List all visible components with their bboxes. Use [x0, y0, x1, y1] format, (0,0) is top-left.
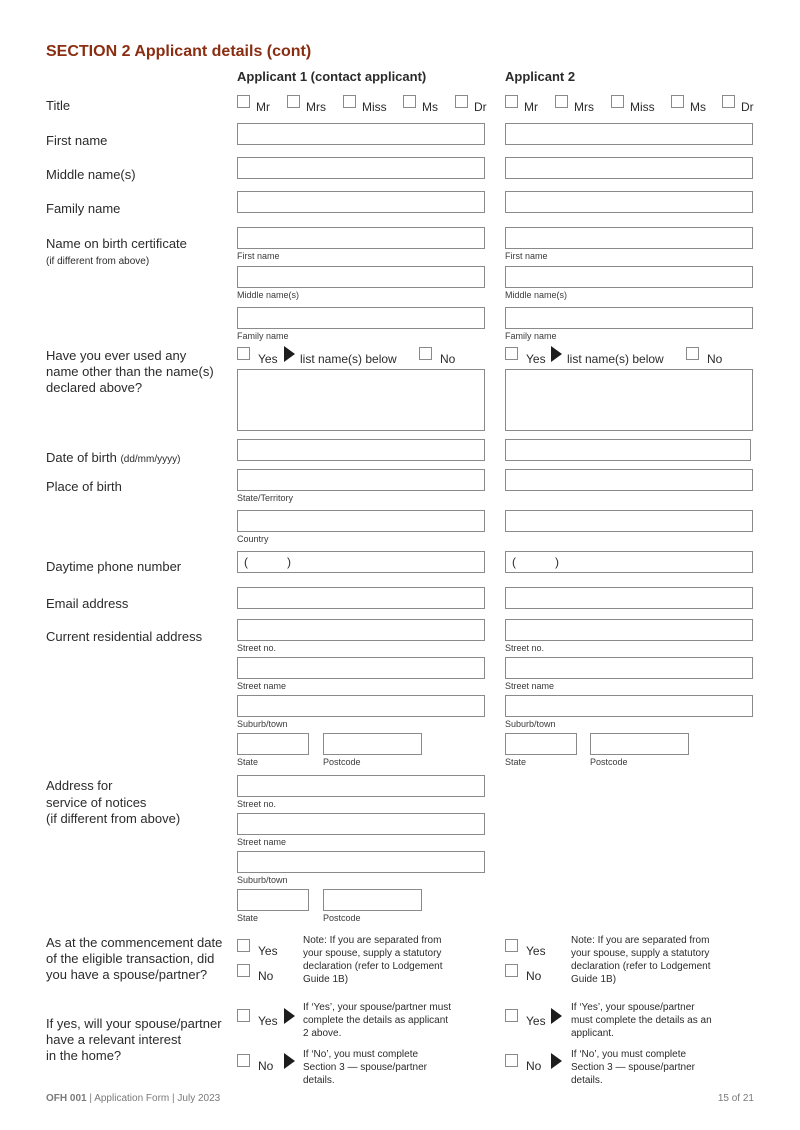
- notice-label-1: Address for: [46, 778, 113, 793]
- a1-interest-no-label: No: [258, 1059, 274, 1073]
- a1-notice-postcode-input[interactable]: [323, 889, 422, 911]
- a2-other-names-no-label: No: [707, 352, 723, 366]
- a1-separated-note-line-3: declaration (refer to Lodgement: [303, 961, 443, 972]
- a1-phone-input[interactable]: [237, 551, 485, 573]
- a2-separated-note: [571, 934, 711, 986]
- a2-interest-yes-checkbox[interactable]: [505, 1009, 518, 1022]
- applicant-1-heading: Applicant 1 (contact applicant): [237, 69, 427, 84]
- a1-title-dr-label: Dr: [474, 100, 487, 114]
- a1-bc-first-name-caption: First name: [237, 251, 280, 261]
- a2-spouse-no-checkbox[interactable]: [505, 964, 518, 977]
- a2-title-ms-label: Ms: [690, 100, 706, 114]
- a2-title-mrs-label: Mrs: [574, 100, 594, 114]
- a1-notice-suburb-caption: Suburb/town: [237, 875, 288, 885]
- a1-title-mrs-label: Mrs: [306, 100, 326, 114]
- a2-res-suburb-input[interactable]: [505, 695, 753, 717]
- a1-phone-paren-close: ): [287, 555, 291, 569]
- a1-notice-suburb-input[interactable]: [237, 851, 485, 873]
- a1-interest-yes-note-line-3: 2 above.: [303, 1028, 342, 1039]
- a1-list-names-text: list name(s) below: [300, 352, 397, 366]
- a1-interest-yes-checkbox[interactable]: [237, 1009, 250, 1022]
- a2-interest-yes-note-line-2: must complete the details as an: [571, 1015, 712, 1026]
- a2-title-miss-label: Miss: [630, 100, 655, 114]
- a1-separated-note-line-2: your spouse, supply a statutory: [303, 948, 442, 959]
- footer-sep-2: |: [172, 1093, 175, 1104]
- a1-middle-names-input[interactable]: [237, 157, 485, 179]
- a2-interest-no-note-line-3: details.: [571, 1075, 603, 1086]
- a1-spouse-yes-checkbox[interactable]: [237, 939, 250, 952]
- a2-bc-middle-names-input[interactable]: [505, 266, 753, 288]
- a2-arrow-right-icon: [551, 346, 562, 362]
- a2-res-street-name-input[interactable]: [505, 657, 753, 679]
- a1-notice-postcode-caption: Postcode: [323, 913, 361, 923]
- a1-interest-yes-note-line-1: If ‘Yes’, your spouse/partner must: [303, 1002, 452, 1013]
- a2-pob-country-input[interactable]: [505, 510, 753, 532]
- a2-spouse-yes-checkbox[interactable]: [505, 939, 518, 952]
- a2-interest-no-note: [571, 1048, 695, 1087]
- a1-title-mr-checkbox[interactable]: [237, 95, 250, 108]
- a1-other-names-yes-checkbox[interactable]: [237, 347, 250, 360]
- a1-other-names-yes-label: Yes: [258, 352, 278, 366]
- a1-spouse-no-checkbox[interactable]: [237, 964, 250, 977]
- a1-title-mrs-checkbox[interactable]: [287, 95, 300, 108]
- a1-res-suburb-input[interactable]: [237, 695, 485, 717]
- a1-res-suburb-caption: Suburb/town: [237, 719, 288, 729]
- a2-first-name-input[interactable]: [505, 123, 753, 145]
- a2-title-miss-checkbox[interactable]: [611, 95, 624, 108]
- a1-interest-no-note: [303, 1048, 427, 1087]
- a2-list-names-text: list name(s) below: [567, 352, 664, 366]
- a1-res-street-name-input[interactable]: [237, 657, 485, 679]
- a2-phone-input[interactable]: [505, 551, 753, 573]
- res-address-label: Current residential address: [46, 629, 203, 644]
- a1-spouse-no-label: No: [258, 969, 274, 983]
- a2-other-names-no-checkbox[interactable]: [686, 347, 699, 360]
- a2-interest-no-note-line-2: Section 3 — spouse/partner: [571, 1062, 695, 1073]
- a2-spouse-no-label: No: [526, 969, 542, 983]
- a2-interest-yes-note-line-3: applicant.: [571, 1028, 614, 1039]
- a2-res-state-caption: State: [505, 757, 527, 767]
- footer-page-number: 15 of 21: [717, 1093, 754, 1104]
- a2-interest-yes-label: Yes: [526, 1014, 546, 1028]
- a2-email-input[interactable]: [505, 587, 753, 609]
- a2-res-postcode-input[interactable]: [590, 733, 689, 755]
- a1-interest-no-note-line-1: If ‘No’, you must complete: [303, 1049, 419, 1060]
- a1-res-street-name-caption: Street name: [237, 681, 287, 691]
- pob-label: Place of birth: [46, 479, 122, 494]
- a1-res-postcode-input[interactable]: [323, 733, 422, 755]
- a2-separated-note-line-3: declaration (refer to Lodgement: [571, 961, 711, 972]
- a1-title-miss-label: Miss: [362, 100, 387, 114]
- first-name-label: First name: [46, 133, 108, 148]
- interest-label-1: If yes, will your spouse/partner: [46, 1016, 222, 1031]
- a1-title-mr-label: Mr: [256, 100, 270, 114]
- footer-date: July 2023: [177, 1093, 221, 1104]
- a1-pob-state-caption: State/Territory: [237, 493, 294, 503]
- notice-label-2: service of notices: [46, 795, 147, 810]
- a1-dob-input[interactable]: [237, 439, 485, 461]
- spouse-label-1: As at the commencement date: [46, 935, 223, 950]
- a1-bc-middle-names-caption: Middle name(s): [237, 290, 300, 300]
- a1-family-name-input[interactable]: [237, 191, 485, 213]
- middle-names-label: Middle name(s): [46, 167, 136, 182]
- footer-form-name: Application Form: [94, 1093, 170, 1104]
- a1-interest-yes-note-line-2: complete the details as applicant: [303, 1015, 449, 1026]
- a1-interest-yes-arrow-icon: [284, 1008, 295, 1024]
- footer-left: [46, 1093, 220, 1104]
- footer-form-code: OFH 001: [46, 1093, 87, 1104]
- a1-interest-no-note-line-2: Section 3 — spouse/partner: [303, 1062, 427, 1073]
- a1-interest-no-arrow-icon: [284, 1053, 295, 1069]
- a2-other-names-yes-checkbox[interactable]: [505, 347, 518, 360]
- a2-middle-names-input[interactable]: [505, 157, 753, 179]
- section-title: SECTION 2 Applicant details (cont): [46, 43, 312, 60]
- a2-title-dr-checkbox[interactable]: [722, 95, 735, 108]
- a2-interest-yes-note: [571, 1001, 712, 1040]
- title-label: Title: [46, 98, 71, 113]
- a1-other-names-textarea[interactable]: [237, 369, 485, 431]
- a1-notice-state-input[interactable]: [237, 889, 309, 911]
- a2-separated-note-line-2: your spouse, supply a statutory: [571, 948, 710, 959]
- interest-label-3: in the home?: [46, 1048, 122, 1063]
- birth-cert-note: (if different from above): [46, 256, 150, 267]
- a1-res-street-no-input[interactable]: [237, 619, 485, 641]
- phone-label: Daytime phone number: [46, 559, 182, 574]
- a2-res-street-name-caption: Street name: [505, 681, 555, 691]
- a2-title-mr-checkbox[interactable]: [505, 95, 518, 108]
- a1-notice-street-name-caption: Street name: [237, 837, 287, 847]
- a2-res-street-no-caption: Street no.: [505, 643, 545, 653]
- a1-bc-family-name-caption: Family name: [237, 331, 289, 341]
- a1-title-ms-label: Ms: [422, 100, 438, 114]
- a1-interest-no-checkbox[interactable]: [237, 1054, 250, 1067]
- dob-format: (dd/mm/yyyy): [120, 454, 181, 465]
- a1-other-names-no-checkbox[interactable]: [419, 347, 432, 360]
- applicant-2-heading: Applicant 2: [505, 69, 576, 84]
- a2-phone-paren-close: ): [555, 555, 559, 569]
- a1-pob-country-input[interactable]: [237, 510, 485, 532]
- a1-res-state-caption: State: [237, 757, 259, 767]
- a1-email-input[interactable]: [237, 587, 485, 609]
- a1-interest-yes-label: Yes: [258, 1014, 278, 1028]
- family-name-label: Family name: [46, 201, 121, 216]
- a1-pob-country-caption: Country: [237, 534, 269, 544]
- a2-title-mrs-checkbox[interactable]: [555, 95, 568, 108]
- a2-other-names-yes-label: Yes: [526, 352, 546, 366]
- a2-bc-first-name-input[interactable]: [505, 227, 753, 249]
- other-names-label-1: Have you ever used any: [46, 348, 187, 363]
- a2-interest-yes-arrow-icon: [551, 1008, 562, 1024]
- a1-notice-street-name-input[interactable]: [237, 813, 485, 835]
- dob-label: [46, 450, 180, 468]
- a1-interest-no-note-line-3: details.: [303, 1075, 335, 1086]
- a1-bc-middle-names-input[interactable]: [237, 266, 485, 288]
- a1-notice-street-no-caption: Street no.: [237, 799, 277, 809]
- a1-separated-note-line-1: Note: If you are separated from: [303, 935, 442, 946]
- a2-bc-family-name-input[interactable]: [505, 307, 753, 329]
- a2-interest-no-label: No: [526, 1059, 542, 1073]
- birth-cert-label: Name on birth certificate: [46, 236, 187, 251]
- a1-separated-note-line-4: Guide 1B): [303, 974, 349, 985]
- a2-interest-no-arrow-icon: [551, 1053, 562, 1069]
- spouse-label-2: of the eligible transaction, did: [46, 951, 215, 966]
- footer-sep-1: |: [89, 1093, 92, 1104]
- a2-bc-middle-names-caption: Middle name(s): [505, 290, 568, 300]
- a1-pob-state-input[interactable]: [237, 469, 485, 491]
- a1-notice-street-no-input[interactable]: [237, 775, 485, 797]
- a2-family-name-input[interactable]: [505, 191, 753, 213]
- a2-title-mr-label: Mr: [524, 100, 538, 114]
- other-names-label-2: name other than the name(s): [46, 364, 214, 379]
- a2-pob-state-input[interactable]: [505, 469, 753, 491]
- other-names-label-3: declared above?: [46, 380, 143, 395]
- a1-arrow-right-icon: [284, 346, 295, 362]
- email-label: Email address: [46, 596, 129, 611]
- a1-title-ms-checkbox[interactable]: [403, 95, 416, 108]
- dob-text: Date of birth: [46, 450, 117, 465]
- a1-interest-yes-note: [303, 1001, 451, 1040]
- a2-separated-note-line-1: Note: If you are separated from: [571, 935, 710, 946]
- a1-title-miss-checkbox[interactable]: [343, 95, 356, 108]
- a1-bc-family-name-input[interactable]: [237, 307, 485, 329]
- a1-spouse-yes-label: Yes: [258, 944, 278, 958]
- a1-phone-paren-open: (: [244, 555, 248, 569]
- notice-label-3: (if different from above): [46, 811, 181, 826]
- a2-separated-note-line-4: Guide 1B): [571, 974, 617, 985]
- a2-res-state-input[interactable]: [505, 733, 577, 755]
- a2-bc-family-name-caption: Family name: [505, 331, 557, 341]
- a1-separated-note: [303, 934, 443, 986]
- a2-dob-input[interactable]: [505, 439, 751, 461]
- a2-bc-first-name-caption: First name: [505, 251, 548, 261]
- a2-interest-yes-note-line-1: If ‘Yes’, your spouse/partner: [571, 1002, 695, 1013]
- a2-interest-no-note-line-1: If ‘No’, you must complete: [571, 1049, 687, 1060]
- interest-label-2: have a relevant interest: [46, 1032, 182, 1047]
- a2-res-street-no-input[interactable]: [505, 619, 753, 641]
- a1-bc-first-name-input[interactable]: [237, 227, 485, 249]
- a2-title-ms-checkbox[interactable]: [671, 95, 684, 108]
- a1-res-state-input[interactable]: [237, 733, 309, 755]
- a1-notice-state-caption: State: [237, 913, 259, 923]
- a1-other-names-no-label: No: [440, 352, 456, 366]
- a2-interest-no-checkbox[interactable]: [505, 1054, 518, 1067]
- a1-res-street-no-caption: Street no.: [237, 643, 277, 653]
- a1-res-postcode-caption: Postcode: [323, 757, 361, 767]
- a2-spouse-yes-label: Yes: [526, 944, 546, 958]
- a2-res-suburb-caption: Suburb/town: [505, 719, 556, 729]
- a2-title-dr-label: Dr: [741, 100, 754, 114]
- a1-title-dr-checkbox[interactable]: [455, 95, 468, 108]
- a2-res-postcode-caption: Postcode: [590, 757, 628, 767]
- a2-other-names-textarea[interactable]: [505, 369, 753, 431]
- a1-first-name-input[interactable]: [237, 123, 485, 145]
- spouse-label-3: you have a spouse/partner?: [46, 967, 208, 982]
- a2-phone-paren-open: (: [512, 555, 516, 569]
